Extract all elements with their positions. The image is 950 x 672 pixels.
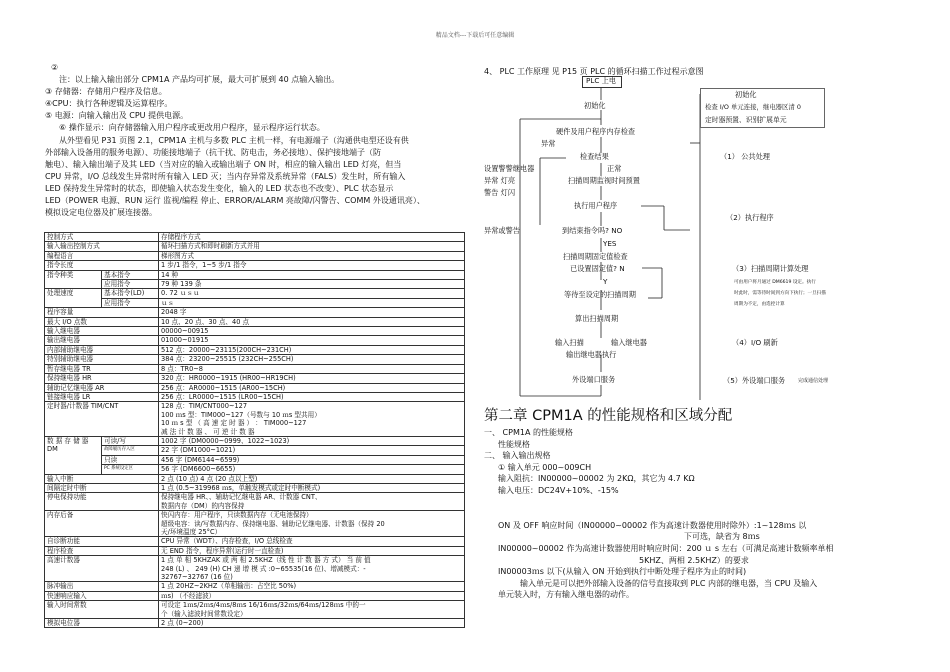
flow-r4: （4）I/O 刷新 <box>732 338 778 347</box>
flow-scan-monitor: 扫描周期监视时间预置 <box>568 176 640 185</box>
spec-value: 79 种 139 条 <box>159 280 465 289</box>
flow-exec-prog: 执行用户程序 <box>574 201 618 210</box>
flow-init-box-l1: 检查 I/O 单元连接，继电器区清 0 <box>705 103 801 111</box>
line <box>484 497 924 509</box>
spec-value: 存储程序方式 <box>159 233 465 242</box>
flow-out-relay: 输出继电器执行 <box>566 350 617 359</box>
flow-r3: （3）扫描周期计算处理 <box>732 264 809 273</box>
spec-value: 保持继电器 HR、、辅助记忆继电器 AR、计数器 CNT、 数据内存（DM）的内容保持 <box>159 493 465 511</box>
flow-preset-q: 已设置固定值? N <box>570 264 625 273</box>
spec-value: 00000~00915 <box>159 327 465 336</box>
line: 输入阻抗：IN00000~00002 为 2KΩ，其它为 4.7 KΩ <box>498 474 695 484</box>
spec-key: 最大 I/O 点数 <box>45 317 159 326</box>
spec-key: 保持继电器 HR <box>45 374 159 383</box>
spec-key: 控制方式 <box>45 233 159 242</box>
para: LED（POWER 电源、RUN 运行 监视/编程 停止、ERROR/ALARM 亮故障/闪警告、COMM 外设通讯亮）、 <box>45 196 425 206</box>
para: ④CPU：执行各种逻辑及运算程序。 <box>45 99 173 109</box>
spec-key: 程序容量 <box>45 308 159 317</box>
spec-value: 2 点 (0~200) <box>159 619 465 628</box>
flow-init-box-title: 初始化 <box>735 90 757 99</box>
spec-key: 指令种类 <box>45 270 102 289</box>
line <box>484 508 924 520</box>
flow-check-result: 检查结果 <box>580 152 609 161</box>
flow-r3-note-2: 时此时，需等待时间到方向下执行；一旦扫描 <box>734 291 826 296</box>
right-column-text <box>484 427 924 601</box>
spec-key: 暂存继电器 TR <box>45 364 159 373</box>
flow-calc-scan: 算出扫描周期 <box>575 314 619 323</box>
para: ② <box>51 63 59 72</box>
spec-key: 内存后备 <box>45 511 159 537</box>
line: 二、 输入输出规格 <box>484 451 551 461</box>
spec-value: 8 点：TR0~8 <box>159 364 465 373</box>
spec-key: 输入继电器 <box>45 327 159 336</box>
spec-value: 1 点 20HZ~2KHZ（单相输出：占空比 50%) <box>159 582 465 591</box>
page-header-note: 精品文档---下载后可任意编辑 <box>435 32 515 39</box>
flow-power-on: PLC 上电 <box>586 76 617 85</box>
spec-key: 处理速度 <box>45 289 102 308</box>
flow-r2: （2）执行程序 <box>726 213 774 222</box>
para: LED 保持发生异常时的状态，即使输入状态发生变化，输入的 LED 状态也不改变）、PLC 状态显示 <box>45 183 394 193</box>
spec-value: 2 点 (10 点) 4 点 (20 点以上型) <box>159 474 465 483</box>
flow-init-box-l2: 定时器预置、识别扩展单元 <box>705 116 787 124</box>
line: 5KHZ、两相 2.5KHZ）的要求 <box>639 555 749 565</box>
line: 单元装入时，方有输入继电器的动作。 <box>498 590 634 600</box>
flow-r5-small: 完成通信处理 <box>798 378 829 384</box>
line: IN00000~00002 作为高速计数器使用时响应时间：200 ｕ s 左右（可满足高速计数频率单相 <box>498 543 834 553</box>
para: ⑥ 操作显示：向存储器输入用户程序或更改用户程序，显示程序运行状态。 <box>59 123 325 133</box>
line: ① 输入单元 000~009CH <box>498 462 592 472</box>
spec-key: 快速响应输入 <box>45 591 159 600</box>
spec-key: 自诊断功能 <box>45 537 159 546</box>
spec-value: 2048 字 <box>159 308 465 317</box>
line: IN00003ｍs 以下(从输入 ON 开始到执行中断处理子程序为止的时间) <box>498 567 747 577</box>
spec-subkey: 基本指令(LD) <box>102 289 159 298</box>
spec-value: 256 点：LR0000~1515 (LR00~15CH) <box>159 392 465 401</box>
spec-value: 10 点、20 点、30 点、40 点 <box>159 317 465 326</box>
spec-key: 输出继电器 <box>45 336 159 345</box>
spec-value: ｕｓ <box>159 298 465 307</box>
para: CPU 异常，I/O 总线发生异常时所有输入 LED 灭；当内存异常及系统异常（FALS）发生时，所有输入 <box>45 171 406 181</box>
spec-key: 输入时间常数 <box>45 601 159 619</box>
para: ③ 存储器：存储用户程序及信息。 <box>45 87 167 97</box>
para: 注：以上输入输出部分 CPM1A 产品均可扩展，最大可扩展到 40 点输入输出。 <box>59 75 340 85</box>
spec-key: 定时器/计数器 TIM/CNT <box>45 402 159 437</box>
spec-subkey: 故障履历存入区 <box>102 446 159 455</box>
flow-reach-end: 到结束指令吗? NO <box>562 226 623 235</box>
spec-key: 链接继电器 LR <box>45 392 159 401</box>
spec-value: 456 字 (DM6144~6599) <box>159 455 465 464</box>
line: 一、 CPM1A 的性能规格 <box>484 428 573 437</box>
spec-key: 模拟电位器 <box>45 619 159 628</box>
spec-value: 01000~01915 <box>159 336 465 345</box>
spec-value: 快闪内存：用户程序，只读数据内存（无电池保持） 超级电容：读/写数据内存、保持继电器、辅助记忆继电器、计数器（保持 20 天/环境温度 25°C） <box>159 511 465 537</box>
flow-warn-flash: 警告 灯闪 <box>484 188 516 197</box>
spec-key: 高速计数器 <box>45 556 159 582</box>
spec-value: 22 字 (DM1000~1021) <box>159 446 465 455</box>
para: 触电）、输入输出端子及其 LED（当对应的输入或输出端子 ON 时，相应的输入输出 LED 灯亮，但当 <box>45 159 402 169</box>
flow-scan-fixed: 扫描周期固定值检查 <box>563 252 628 261</box>
spec-key: 特别辅助继电器 <box>45 355 159 364</box>
spec-key: 脉冲输出 <box>45 582 159 591</box>
spec-value: 1 点 (0.5~319968 ｍs，单触发模式或定时中断模式) <box>159 483 465 492</box>
line: ON 及 OFF 响应时间（IN00000~00002 作为高速计数器使用时除外）:1~128ｍs 以 <box>498 520 807 530</box>
spec-value: 56 字 (DM6600~6655) <box>159 465 465 474</box>
spec-key: 指令长度 <box>45 261 159 270</box>
spec-value: 梯形图方式 <box>159 251 465 260</box>
spec-value: 14 种 <box>159 270 465 279</box>
flow-in-relay: 输入继电器 <box>611 338 647 347</box>
spec-key: 数 据 存 储 器 DM <box>45 436 102 474</box>
flow-yes: YES <box>603 239 617 248</box>
flow-hw-check: 硬件及用户程序内存检查 <box>556 127 636 136</box>
flow-abn-light: 异常 灯亮 <box>484 176 516 185</box>
flow-r5: （5）外设端口服务 <box>723 376 786 385</box>
spec-value: 384 点：23200~25515 (232CH~255CH) <box>159 355 465 364</box>
spec-subkey: 应用指令 <box>102 298 159 307</box>
spec-value: ｍs) （不经滤波） <box>159 591 465 600</box>
para: 从外型看见 P31 页图 2.1，CPM1A 主机与多数 PLC 主机一样，有电源端子（沟通供电型还设有供 <box>59 135 409 145</box>
flow-title: 4、 PLC 工作原理 见 P15 页 PLC 的循环扫描工作过程示意图 <box>484 67 704 76</box>
spec-value: 1 步/1 指令，1~5 步/1 指令 <box>159 261 465 270</box>
spec-key: 辅助记忆继电器 AR <box>45 383 159 392</box>
flow-normal: 正常 <box>607 164 622 173</box>
spec-value: 可设定 1ｍs/2ｍs/4ｍs/8ｍs 16/16ｍs/32ｍs/64ｍs/128ｍs 中的一 个（输入滤波时间常数设定） <box>159 601 465 619</box>
spec-key: 编程语言 <box>45 251 159 260</box>
para: 模拟设定电位器及扩展连接器。 <box>45 208 157 218</box>
flow-ext-port: 外设端口服务 <box>572 375 616 384</box>
flow-set-alarm: 设置警警继电器 <box>484 164 535 173</box>
para: 外部输入设备用的服务电源）、功能接地端子（抗干扰、防电击，务必接地）、保护接地端子（防 <box>45 147 381 157</box>
spec-subkey: 基本指令 <box>102 270 159 279</box>
spec-value: 512 点：20000~23115(200CH~231CH) <box>159 345 465 354</box>
spec-value: 1 点 单 相 5KHZAK 或 两 相 2.5KHZ（线 性 计 数 器 方 式） 当 前 值 248 (L) 、 249 (H) CH 递 增 模 式 :0~65535(16 位)、增减模式：- 32767~32767 (16 位) <box>159 556 465 582</box>
spec-subkey: 可读/写 <box>102 436 159 445</box>
spec-key: 内部辅助继电器 <box>45 345 159 354</box>
line: 下可选，缺省为 8ｍs <box>684 532 760 542</box>
spec-value: 循环扫描方式和即时刷新方式并用 <box>159 242 465 251</box>
flow-wait-scan: 等待至设定的扫描周期 <box>564 290 636 299</box>
line: 性能规格 <box>498 439 530 449</box>
flow-abnormal: 异常 <box>541 139 556 148</box>
spec-subkey: PC 系统设定区 <box>102 465 159 474</box>
spec-key: 输入输出控制方式 <box>45 242 159 251</box>
spec-value: 0. 72 ｕｓｕ <box>159 289 465 298</box>
spec-value: 无 END 指令，程序异常(运行时一直检查) <box>159 546 465 555</box>
spec-key: 输入中断 <box>45 474 159 483</box>
line: 输入单元是可以把外部输入设备的信号直接取到 PLC 内部的继电器，当 CPU 及输入 <box>520 578 818 588</box>
spec-key: 程序检查 <box>45 546 159 555</box>
spec-value: 1002 字 (DM0000~0999、1022~1023) <box>159 436 465 445</box>
spec-value: 256 点：AR0000~1515 (AR00~15CH) <box>159 383 465 392</box>
spec-key: 间隔定时中断 <box>45 483 159 492</box>
spec-value: 320 点：HR0000~1915 (HR00~HR19CH) <box>159 374 465 383</box>
spec-value: 128 点：TIM/CNT000~127 100 ｍs 型：TIM000~127（号数与 10 ｍs 型共用） 10 ｍ s 型 （ 高 速 定 时 器 ） ： TIM000~127 减 法 计 数 器 、 可 逆 计 数 器 <box>159 402 465 437</box>
spec-subkey: 应用指令 <box>102 280 159 289</box>
flow-abn-warn: 异常或警告 <box>484 226 520 235</box>
flow-r3-note-1: 可由用户将月通过 DM6619 设定。执行 <box>734 280 816 285</box>
flow-init: 初始化 <box>584 101 606 110</box>
spec-key: 停电保持功能 <box>45 493 159 511</box>
flow-in-scan: 输入扫描 <box>555 338 584 347</box>
para: ⑤ 电源：向输入输出及 CPU 提供电源。 <box>45 111 189 121</box>
flow-r1: （1） 公共处理 <box>720 152 770 161</box>
spec-value: CPU 异常（WDT）、内存检查，I/O 总线检查 <box>159 537 465 546</box>
spec-subkey: 只读 <box>102 455 159 464</box>
flow-y: Y <box>603 277 608 286</box>
flow-r3-note-3: 周期为不定，由选控计算 <box>734 302 785 307</box>
chapter-title: 第二章 CPM1A 的性能规格和区域分配 <box>484 408 733 424</box>
line: 输入电压：DC24V+10%、-15% <box>498 485 619 495</box>
